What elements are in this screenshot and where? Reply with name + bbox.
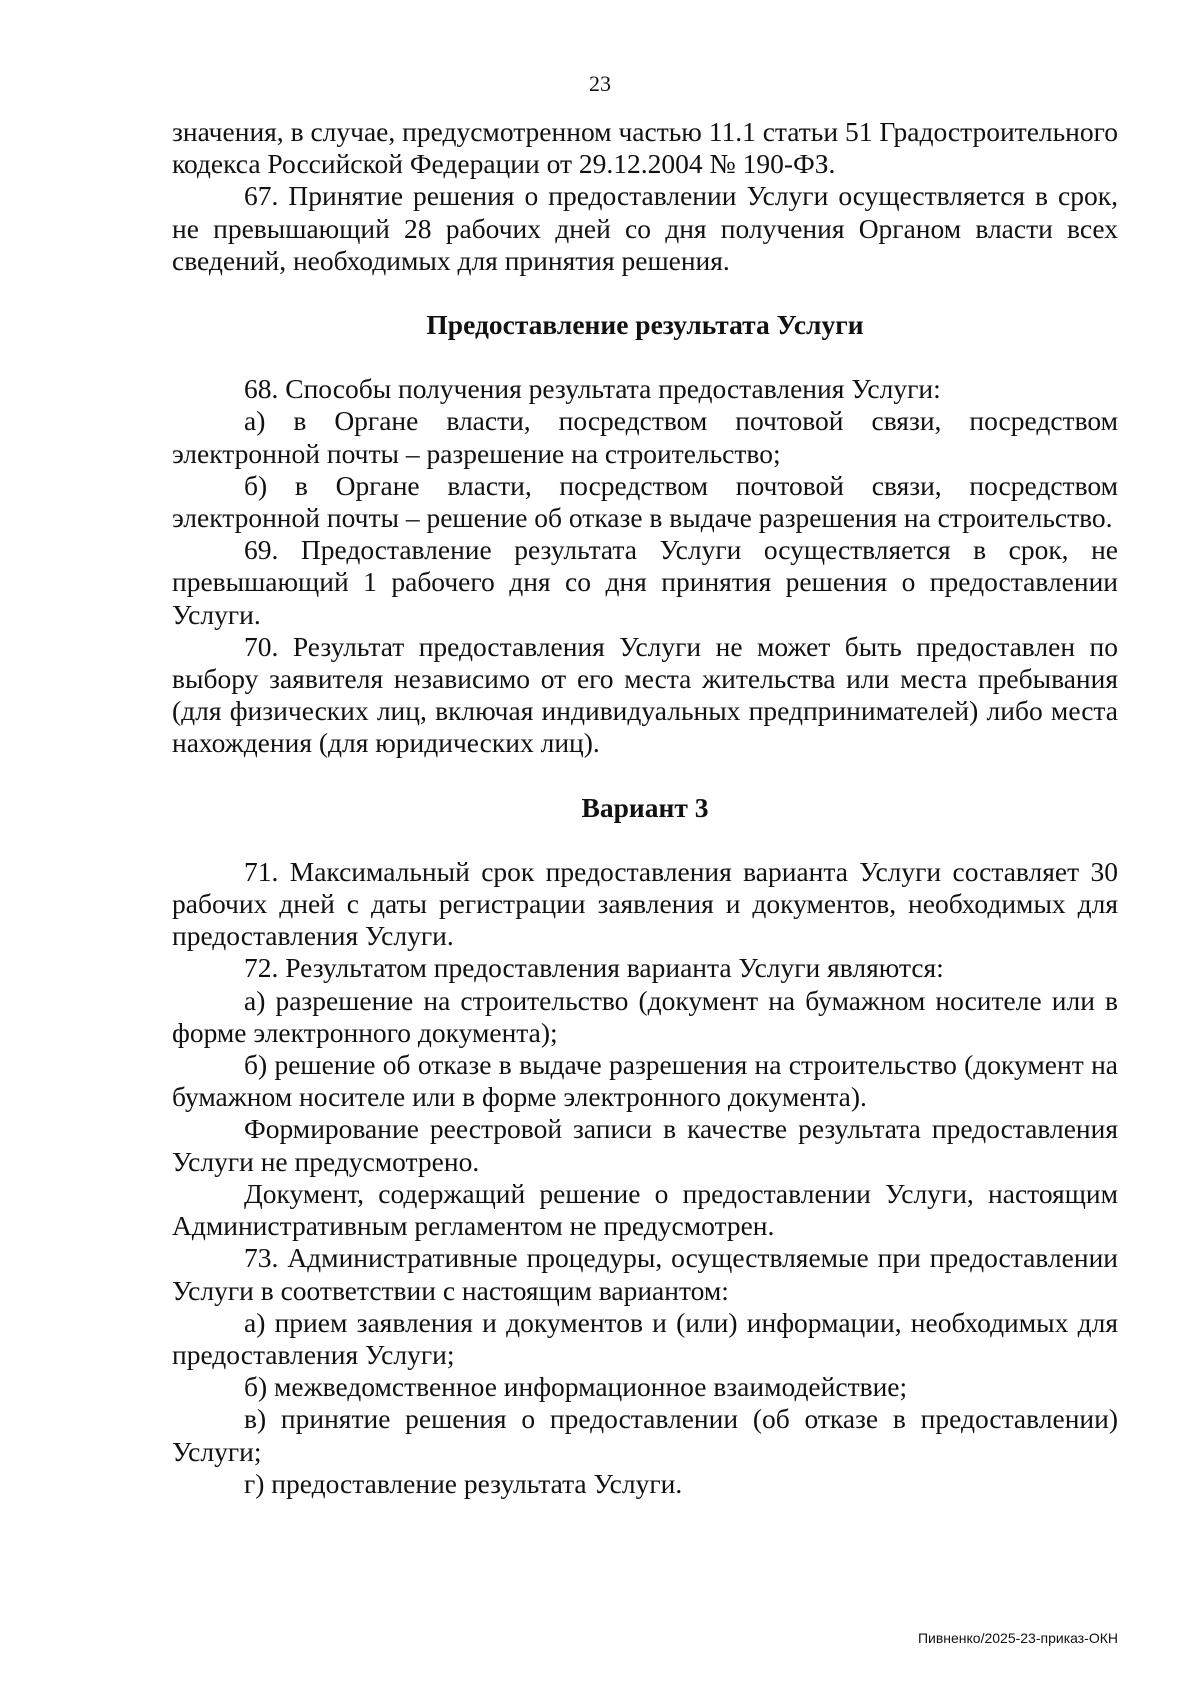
paragraph: б) межведомственное информационное взаимодействие; — [244, 1371, 908, 1403]
section-heading: Предоставление результата Услуги — [426, 309, 864, 341]
paragraph: г) предоставление результата Услуги. — [244, 1467, 683, 1499]
paragraph: а) разрешение на строительство (документ на бумажном носителе или в форме электронного документа); — [172, 984, 1118, 1048]
paragraph: Документ, содержащий решение о предоставлении Услуги, настоящим Административным регламентом не предусмотрен. — [172, 1177, 1118, 1242]
paragraph: б) в Органе власти, посредством почтовой связи, посредством электронной почты – решение об отказе в выдаче разрешения на строительство. — [172, 469, 1118, 534]
paragraph: 73. Административные процедуры, осуществляемые при предоставлении Услуги в соответствии с настоящим вариантом: — [172, 1242, 1118, 1306]
paragraph: б) решение об отказе в выдаче разрешения на строительство (документ на бумажном носителе или в форме электронного документа). — [172, 1049, 1118, 1113]
paragraph: 69. Предоставление результата Услуги осуществляется в срок, не превышающий 1 рабочего дня со дня принятия решения о предоставлении Услуги. — [172, 534, 1118, 630]
document-body — [172, 116, 1118, 1500]
paragraph: значения, в случае, предусмотренном частью 11.1 статьи 51 Градостроительного кодекса Российской Федерации от 29.12.2004 № 190-ФЗ. — [172, 116, 1118, 180]
paragraph: 70. Результат предоставления Услуги не может быть предоставлен по выбору заявителя независимо от его места жительства или места пребывания (для физических лиц, включая индивидуальных предпринимателей) либо места нахождения (для юридических лиц). — [172, 630, 1118, 759]
paragraph: а) прием заявления и документов и (или) информации, необходимых для предоставления Услуги; — [172, 1306, 1118, 1370]
section-heading: Вариант 3 — [581, 791, 709, 823]
paragraph: 68. Способы получения результата предоставления Услуги: — [244, 373, 941, 405]
paragraph: в) принятие решения о предоставлении (об отказе в предоставлении) Услуги; — [172, 1403, 1118, 1467]
paragraph: 67. Принятие решения о предоставлении Услуги осуществляется в срок, не превышающий 28 рабочих дней со дня получения Органом власти всех сведений, необходимых для принятия решения. — [172, 180, 1118, 276]
paragraph: а) в Органе власти, посредством почтовой связи, посредством электронной почты – разрешение на строительство; — [172, 405, 1118, 469]
paragraph: 72. Результатом предоставления варианта Услуги являются: — [244, 952, 944, 984]
paragraph: 71. Максимальный срок предоставления варианта Услуги составляет 30 рабочих дней с даты регистрации заявления и документов, необходимых для предоставления Услуги. — [172, 855, 1118, 952]
document-footer: Пивненко/2025-23-приказ-ОКН — [917, 1630, 1118, 1646]
page-number: 23 — [589, 71, 611, 96]
paragraph: Формирование реестровой записи в качестве результата предоставления Услуги не предусмотрено. — [172, 1113, 1118, 1177]
